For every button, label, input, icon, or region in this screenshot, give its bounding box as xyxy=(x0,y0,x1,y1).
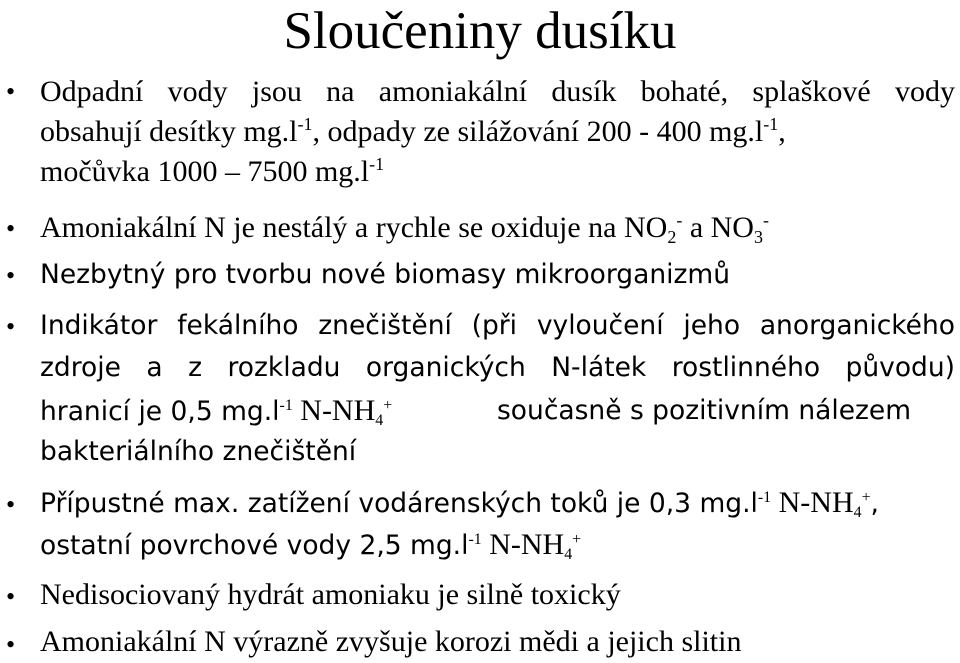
bullet-7-marker: • xyxy=(6,630,16,659)
bullet-1-marker: • xyxy=(6,77,16,106)
bullet-7-line-1: Amoniakální N výrazně zvyšuje korozi mědi a jejich slitin xyxy=(40,625,742,658)
bullet-4-line-1: Indikátor fekálního znečištění (při vyloučení jeho anorganického xyxy=(40,310,955,341)
bullet-5-line-1: Přípustné max. zatížení vodárenských toků je 0,3 $mg.l^{-1}$ $N-NH_4^+$, xyxy=(40,486,879,522)
bullet-3-marker: • xyxy=(6,261,16,290)
bullet-5-line-2: ostatní povrchové vody 2,5 $mg.l^{-1}$ $N-NH_4^+$ xyxy=(40,528,582,564)
bullet-4-marker: • xyxy=(6,312,16,341)
bullet-4-line-2: zdroje a z rozkladu organických N-látek rostlinného původu) xyxy=(40,352,955,383)
bullet-6-line-1: Nedisociovaný hydrát amoniaku je silně toxický xyxy=(40,578,621,611)
bullet-1-line-3: močůvka 1000 – 7500 $mg.l^{-1}$ xyxy=(40,153,385,188)
bullet-2-line-1: Amoniakální N je nestálý a rychle se oxiduje na $NO_2^-$ a $NO_3^-$ xyxy=(40,209,769,247)
bullet-2-marker: • xyxy=(6,214,16,243)
bullet-4-line-3: hranicí je 0,5 $mg.l^{-1}$ $N-NH_4^+$ současně s pozitivním nálezem xyxy=(40,394,912,430)
bullet-5-marker: • xyxy=(6,490,16,519)
bullet-1-line-1 xyxy=(40,74,955,110)
bullet-6-marker: • xyxy=(6,582,16,611)
bullet-1-text: Odpadní vody jsou na amoniakální dusík bohaté, splaškové vody xyxy=(40,75,955,108)
slide-title: Sloučeniny dusíku xyxy=(283,2,677,60)
bullet-1-line-2: obsahují desítky $mg.l^{-1}$, odpady ze silážování 200 - 400 $mg.l^{-1}$, xyxy=(40,113,786,148)
bullet-3-line-1: Nezbytný pro tvorbu nové biomasy mikroorganizmů xyxy=(40,259,731,290)
bullet-4-line-4: bakteriálního znečištění xyxy=(40,436,357,467)
